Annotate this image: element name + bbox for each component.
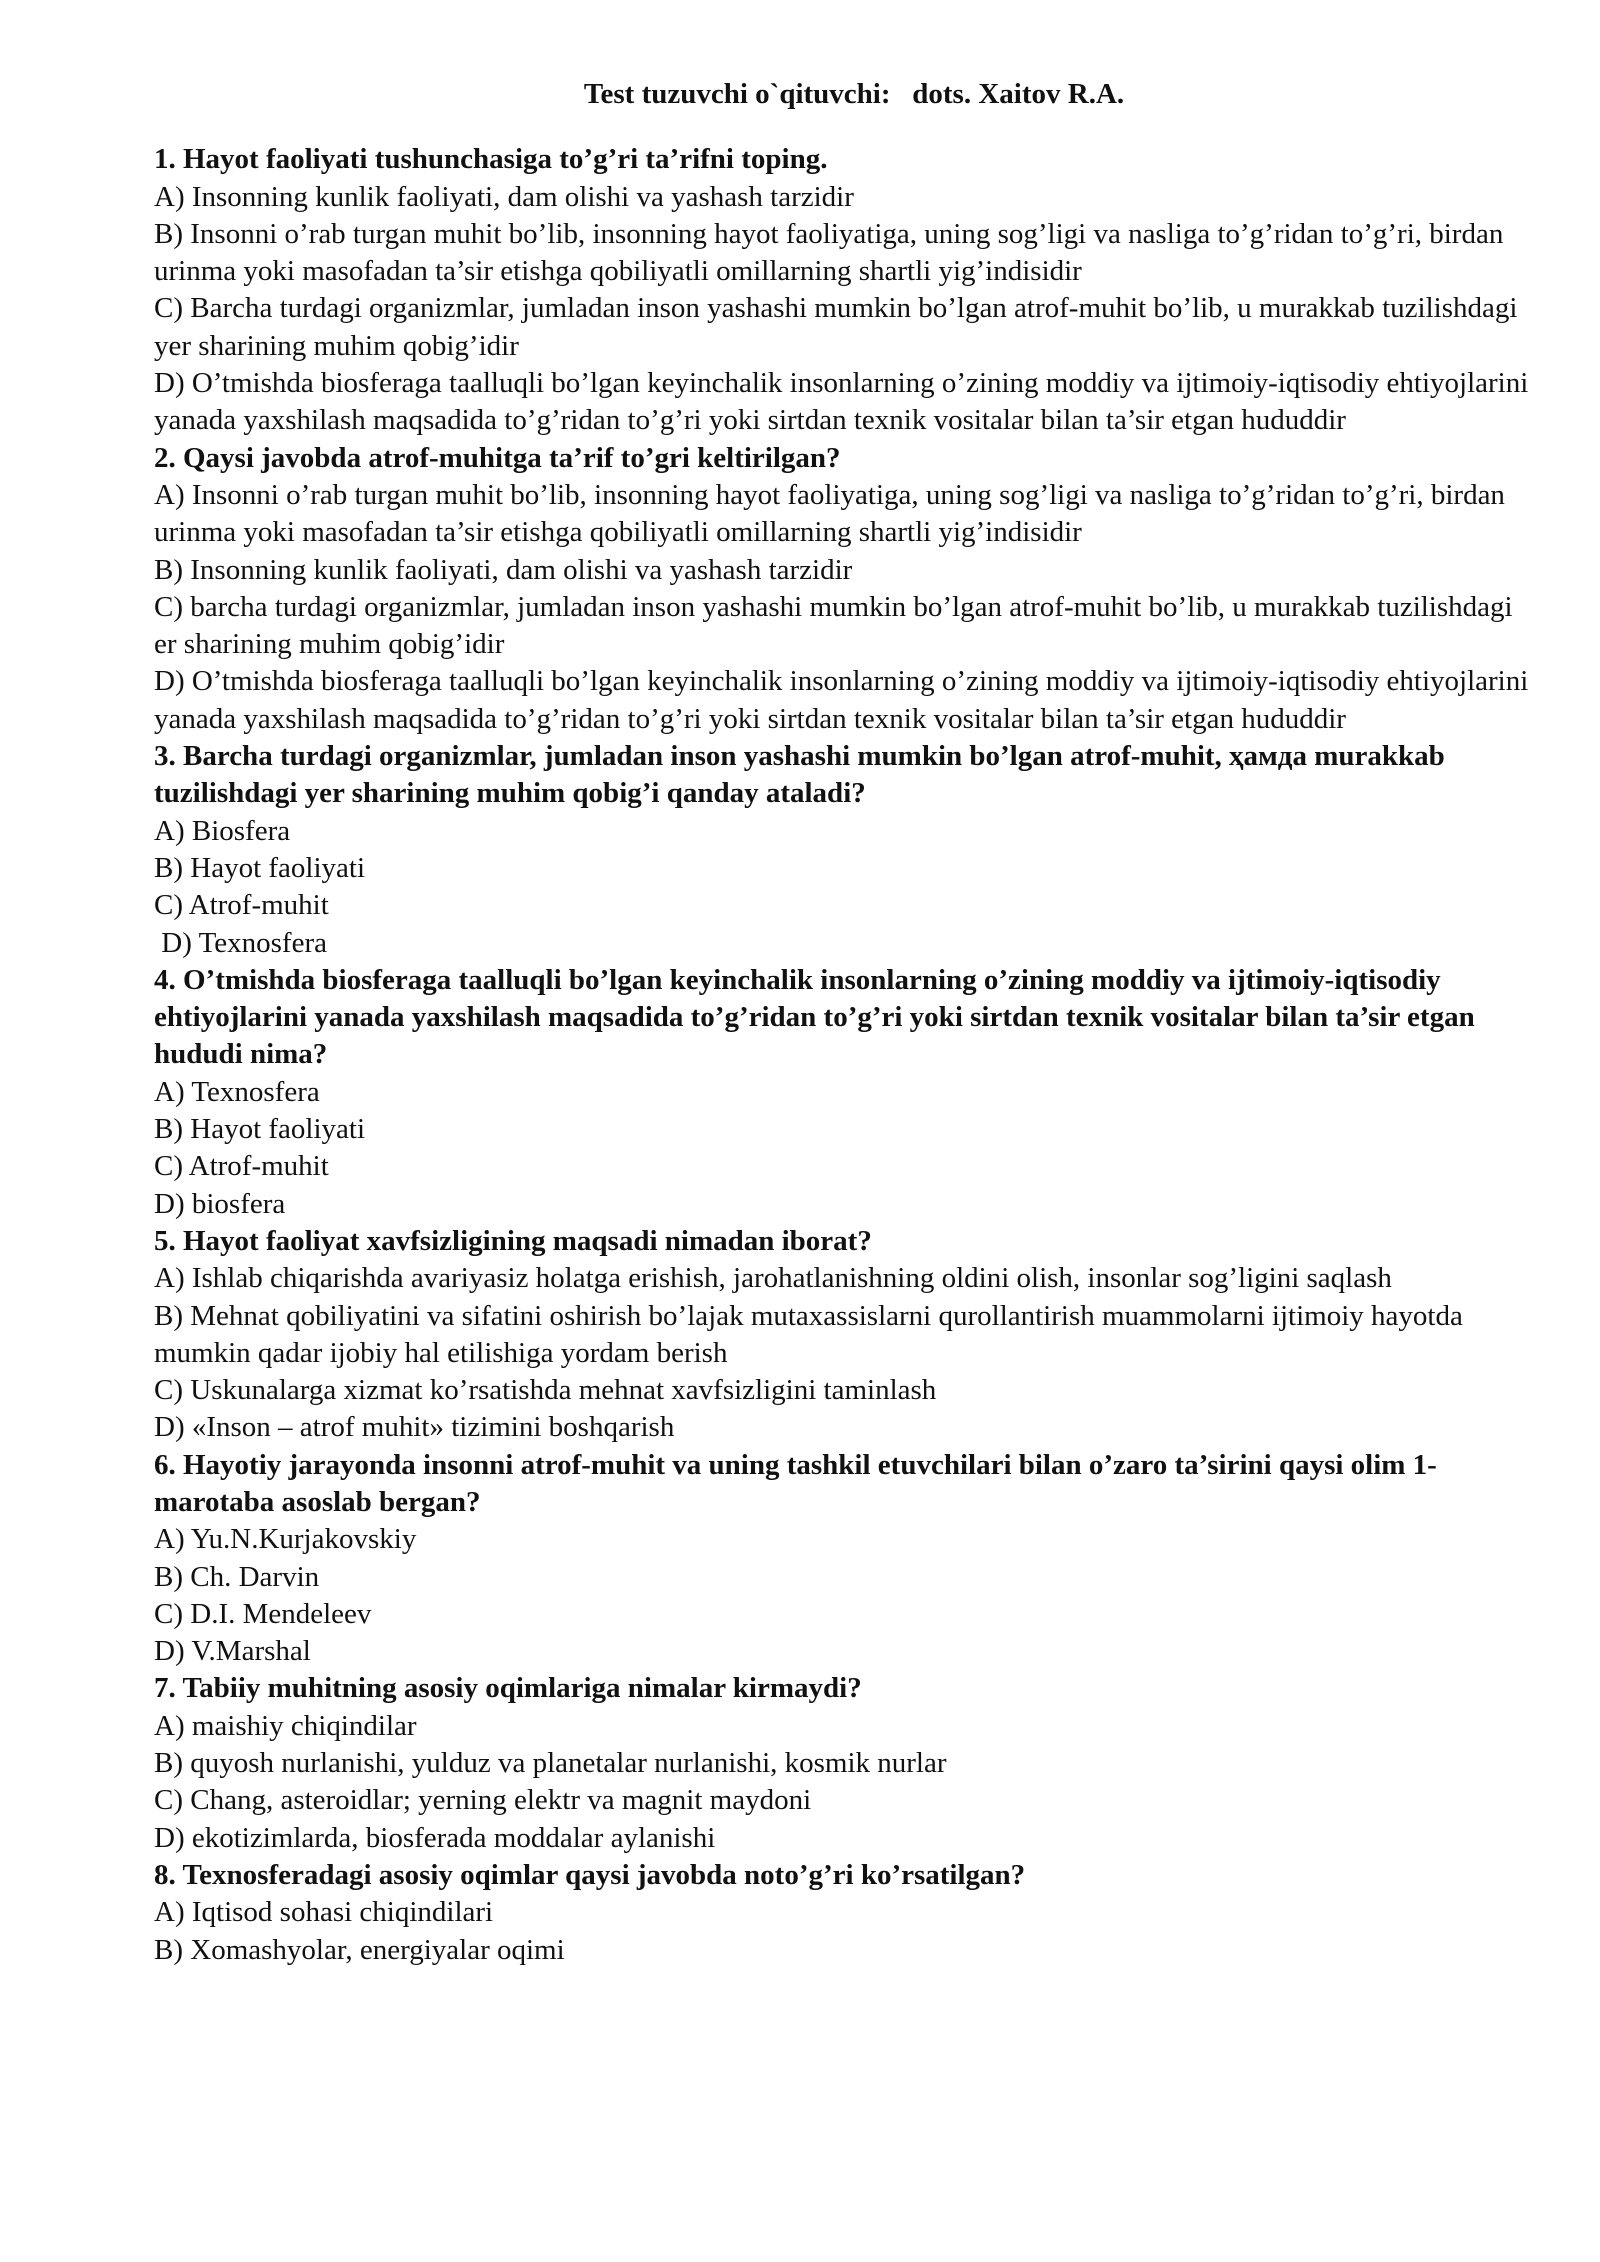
question-block xyxy=(154,440,1534,738)
answer-option-b: B) quyosh nurlanishi, yulduz va planetalar nurlanishi, kosmik nurlar xyxy=(154,1747,947,1780)
question-text: 2. Qaysi javobda atrof-muhitga ta’rif to’gri keltirilgan? xyxy=(154,441,841,474)
question-text: 4. O’tmishda biosferaga taalluqli bo’lgan keyinchalik insonlarning o’zining moddiy va ijtimoiy-iqtisodiy ehtiyojlarini yanada yaxshilash maqsadida to’g’ridan to’g’ri yoki sirtdan texnik vositalar bilan ta’sir etgan hududi nima? xyxy=(154,963,1475,1071)
answer-option-a: A) Insonning kunlik faoliyati, dam olishi va yashash tarzidir xyxy=(154,180,854,213)
answer-option-d: D) V.Marshal xyxy=(154,1635,311,1668)
document-header: Test tuzuvchi o`qituvchi: dots. Xaitov R.A. xyxy=(583,78,1125,110)
question-block xyxy=(154,738,1534,962)
answer-option-a: A) Texnosfera xyxy=(154,1075,320,1108)
question-text: 1. Hayot faoliyati tushunchasiga to’g’ri ta’rifni toping. xyxy=(154,143,828,176)
answer-option-d: D) ekotizimlarda, biosferada moddalar aylanishi xyxy=(154,1821,716,1854)
question-text: 3. Barcha turdagi organizmlar, jumladan inson yashashi mumkin bo’lgan atrof-muhit, ҳамда murakkab tuzilishdagi yer sharining muhim qobig’i qanday ataladi? xyxy=(154,740,1445,810)
question-block xyxy=(154,141,1534,439)
answer-option-d: D) «Inson – atrof muhit» tizimini boshqarish xyxy=(154,1411,675,1444)
answer-option-d: D) O’tmishda biosferaga taalluqli bo’lgan keyinchalik insonlarning o’zining moddiy va ijtimoiy-iqtisodiy ehtiyojlarini yanada yaxshilash maqsadida to’g’ridan to’g’ri yoki sirtdan texnik vositalar bilan ta’sir etgan hududdir xyxy=(154,367,1529,437)
answer-option-d: D) O’tmishda biosferaga taalluqli bo’lgan keyinchalik insonlarning o’zining moddiy va ijtimoiy-iqtisodiy ehtiyojlarini yanada yaxshilash maqsadida to’g’ridan to’g’ri yoki sirtdan texnik vositalar bilan ta’sir etgan hududdir xyxy=(154,665,1529,735)
answer-option-b: B) Mehnat qobiliyatini va sifatini oshirish bo’lajak mutaxassislarni qurollantirish muammolarni ijtimoiy hayotda mumkin qadar ijobiy hal etilishiga yordam berish xyxy=(154,1299,1463,1369)
answer-option-b: B) Hayot faoliyati xyxy=(154,851,366,884)
question-block xyxy=(154,1670,1534,1856)
answer-option-c: C) Atrof-muhit xyxy=(154,889,329,922)
answer-option-b: B) Insonni o’rab turgan muhit bo’lib, insonning hayot faoliyatiga, uning sog’ligi va nasliga to’g’ridan to’g’ri, birdan urinma yoki masofadan ta’sir etishga qobiliyatli omillarning shartli yig’indisidir xyxy=(154,217,1504,288)
answer-option-d: D) biosfera xyxy=(154,1187,286,1220)
answer-option-b: B) Hayot faoliyati xyxy=(154,1113,366,1146)
answer-option-c: C) Barcha turdagi organizmlar, jumladan inson yashashi mumkin bo’lgan atrof-muhit bo’lib, u murakkab tuzilishdagi yer sharining muhim qobig’idir xyxy=(154,292,1518,362)
question-text: 8. Texnosferadagi asosiy oqimlar qaysi javobda noto’g’ri ko’rsatilgan? xyxy=(154,1858,1026,1891)
question-block xyxy=(154,1857,1534,1969)
answer-option-a: A) Iqtisod sohasi chiqindilari xyxy=(154,1896,494,1929)
question-text: 7. Tabiiy muhitning asosiy oqimlariga nimalar kirmaydi? xyxy=(154,1672,862,1705)
answer-option-c: C) D.I. Mendeleev xyxy=(154,1597,372,1630)
question-block xyxy=(154,962,1534,1223)
answer-option-a: A) maishiy chiqindilar xyxy=(154,1709,417,1742)
answer-option-b: B) Ch. Darvin xyxy=(154,1560,320,1593)
answer-option-c: C) barcha turdagi organizmlar, jumladan inson yashashi mumkin bo’lgan atrof-muhit bo’lib, u murakkab tuzilishdagi er sharining muhim qobig’idir xyxy=(154,590,1513,661)
answer-option-b: B) Insonning kunlik faoliyati, dam olishi va yashash tarzidir xyxy=(154,553,853,586)
answer-option-a: A) Insonni o’rab turgan muhit bo’lib, insonning hayot faoliyatiga, uning sog’ligi va nasliga to’g’ridan to’g’ri, birdan urinma yoki masofadan ta’sir etishga qobiliyatli omillarning shartli yig’indisidir xyxy=(154,478,1505,549)
answer-option-b: B) Xomashyolar, energiyalar oqimi xyxy=(154,1933,565,1966)
question-text: 6. Hayotiy jarayonda insonni atrof-muhit va uning tashkil etuvchilari bilan o’zaro ta’sirini qaysi olim 1-marotaba asoslab bergan? xyxy=(154,1448,1437,1518)
answer-option-d: D) Texnosfera xyxy=(154,926,327,959)
answer-option-c: C) Atrof-muhit xyxy=(154,1150,329,1183)
answer-option-a: A) Biosfera xyxy=(154,814,291,847)
question-block xyxy=(154,1447,1534,1671)
answer-option-c: C) Chang, asteroidlar; yerning elektr va magnit maydoni xyxy=(154,1784,812,1817)
document-page xyxy=(154,76,1534,1969)
answer-option-c: C) Uskunalarga xizmat ko’rsatishda mehnat xavfsizligini taminlash xyxy=(154,1374,937,1407)
answer-option-a: A) Yu.N.Kurjakovskiy xyxy=(154,1523,417,1556)
question-text: 5. Hayot faoliyat xavfsizligining maqsadi nimadan iborat? xyxy=(154,1224,872,1257)
question-block xyxy=(154,1223,1534,1447)
answer-option-a: A) Ishlab chiqarishda avariyasiz holatga erishish, jarohatlanishning oldini olish, insonlar sog’ligini saqlash xyxy=(154,1262,1392,1295)
